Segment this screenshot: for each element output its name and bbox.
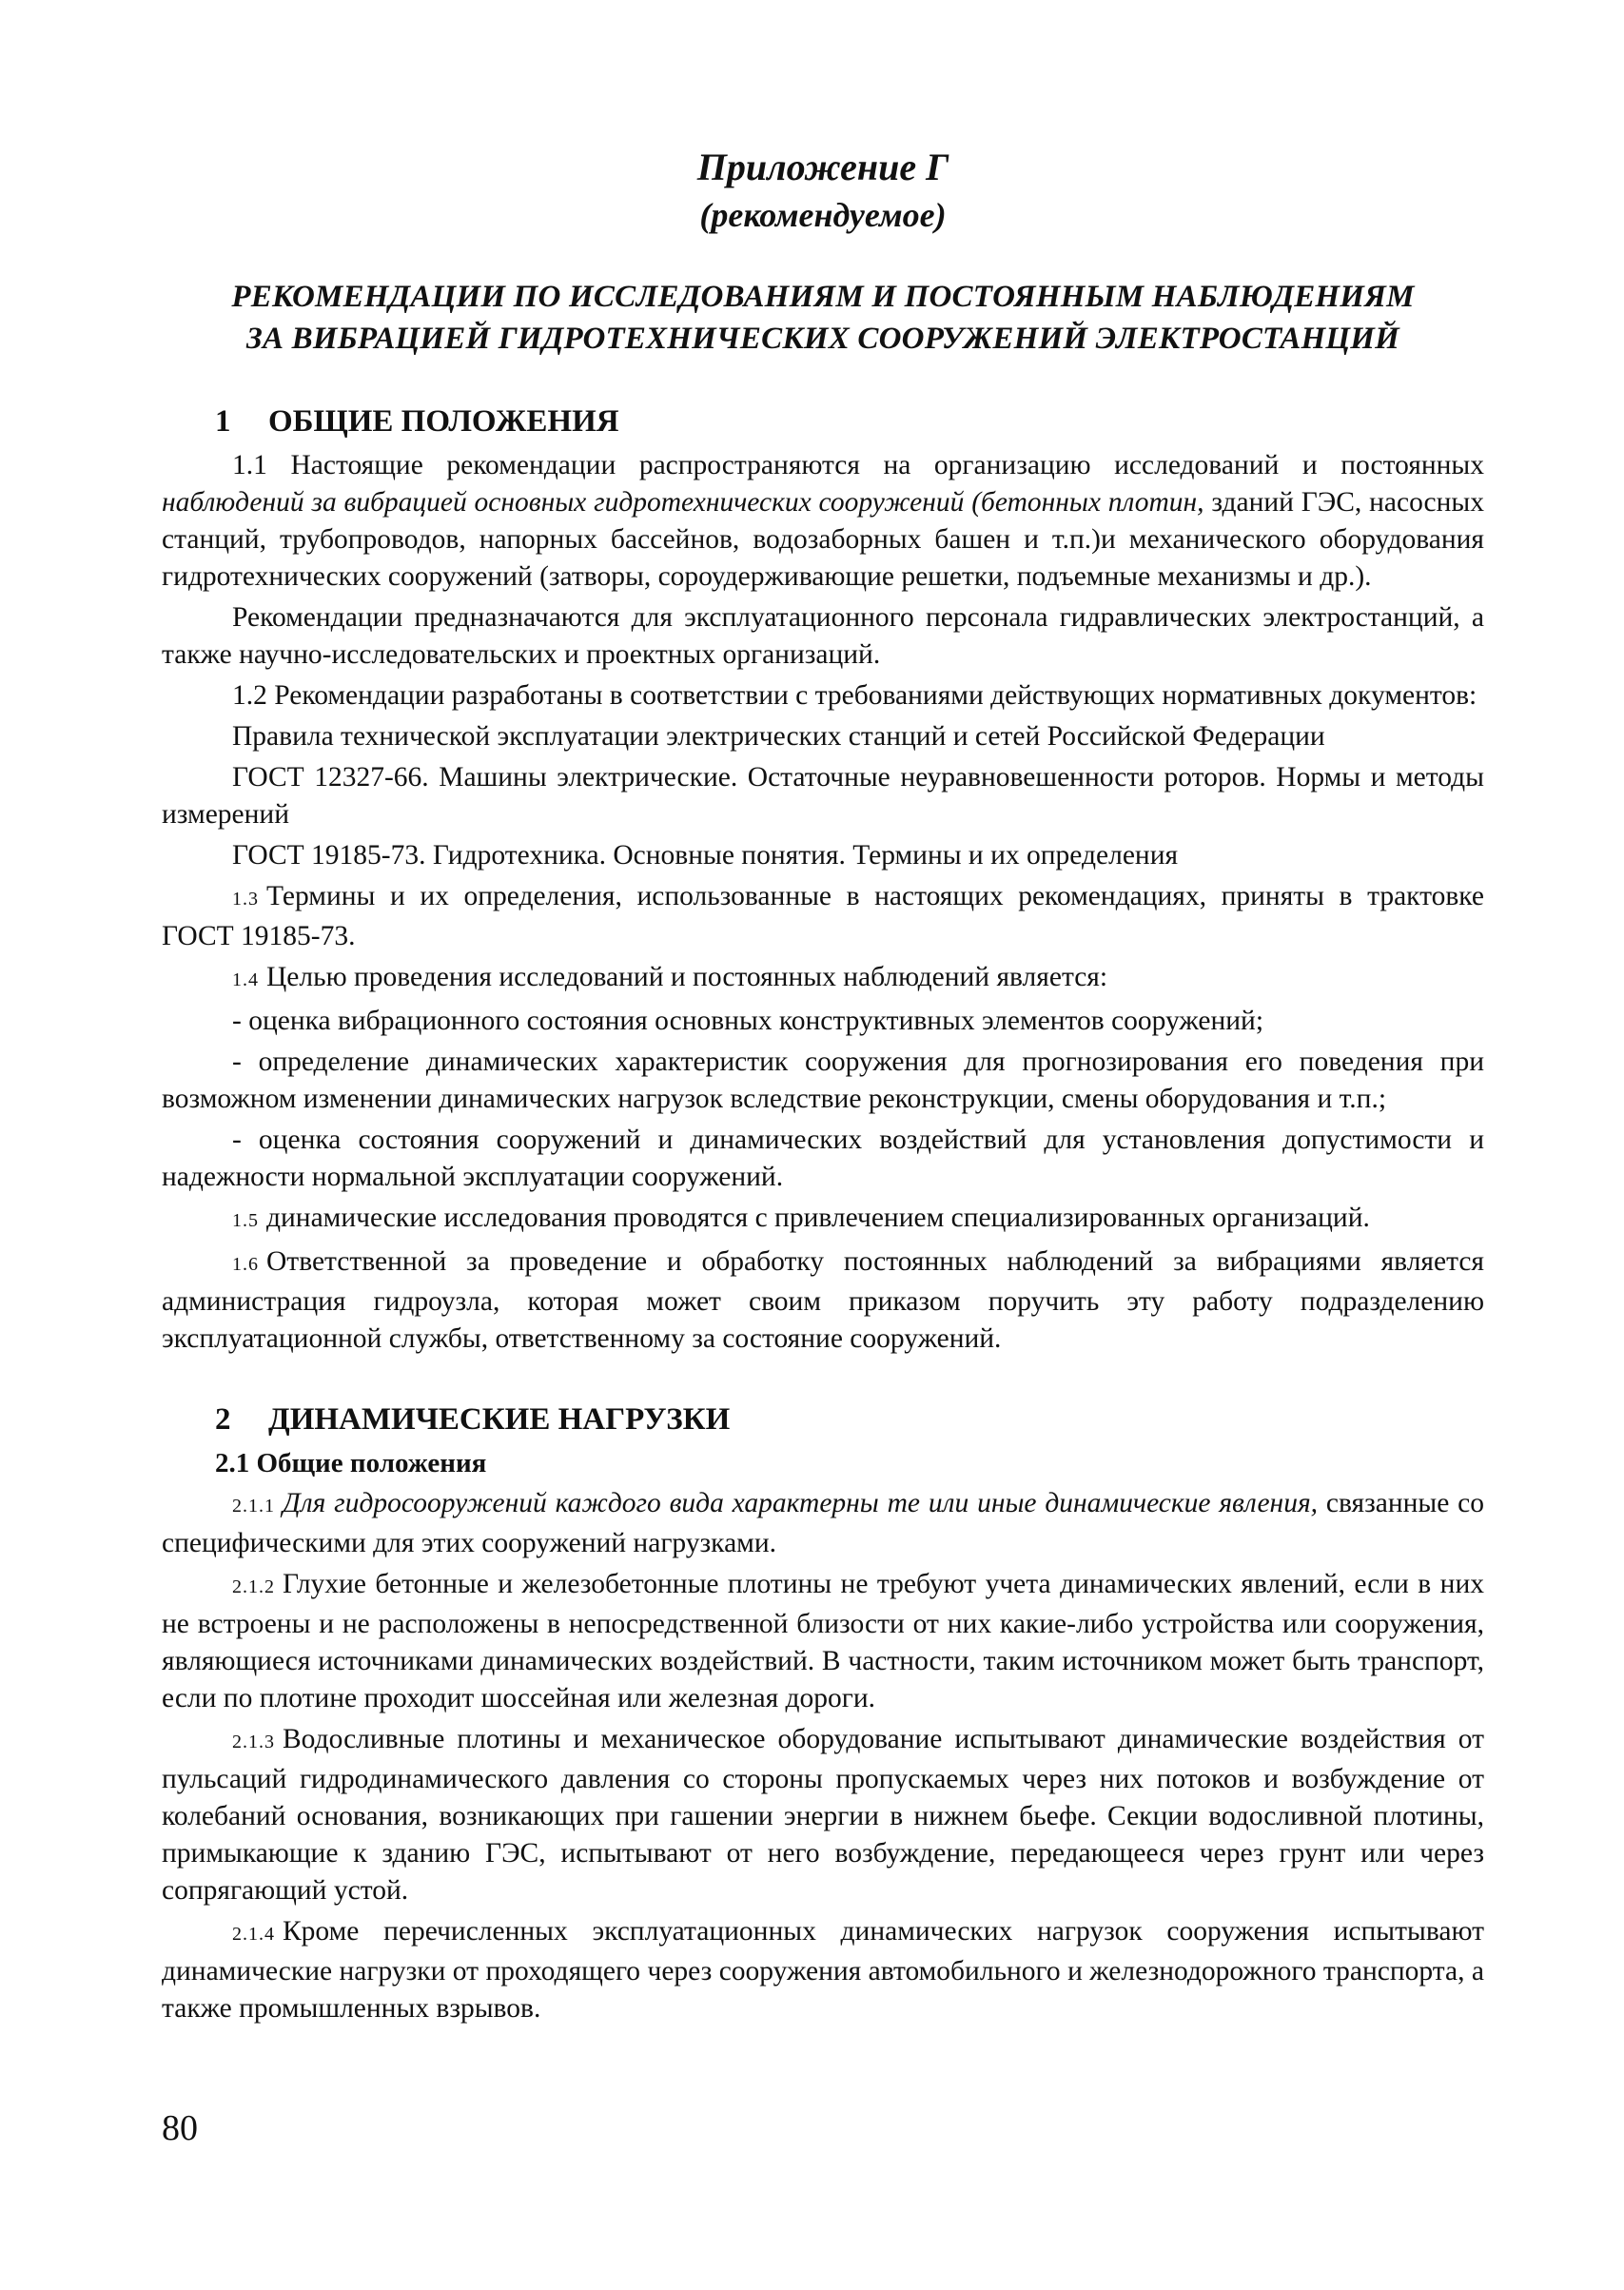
section-2-title: ДИНАМИЧЕСКИЕ НАГРУЗКИ <box>268 1402 731 1437</box>
reference-rules: Правила технической эксплуатации электрических станций и сетей Российской Федерации <box>232 721 1325 752</box>
document-title-line-1: РЕКОМЕНДАЦИИ ПО ИССЛЕДОВАНИЯМ И ПОСТОЯННЫМ НАБЛЮДЕНИЯМ <box>231 280 1415 314</box>
paragraph-1-1-text-b: зданий ГЭС, насосных станций, трубопроводов, напорных бассейнов, водозаборных башен и т.п.)и механического оборудования гидротехнических сооружений (затворы, сороудерживающие решетки, подъемные механизмы и др.). <box>162 487 1485 592</box>
paragraph-1-4-text: Целью проведения исследований и постоянных наблюдений является: <box>266 962 1108 992</box>
section-2-number: 2 <box>215 1402 231 1437</box>
subsection-2-1-heading: 2.1 Общие положения <box>215 1448 487 1478</box>
section-1-heading <box>162 401 1484 441</box>
paragraph-1-5-text: динамические исследования проводятся с привлечением специализированных организаций. <box>266 1203 1370 1233</box>
paragraph-1-6-number: 1.6 <box>232 1254 259 1275</box>
paragraph-1-5 <box>162 1200 1484 1240</box>
document-title-line-2: ЗА ВИБРАЦИЕЙ ГИДРОТЕХНИЧЕСКИХ СООРУЖЕНИЙ ЭЛЕКТРОСТАНЦИЙ <box>245 322 1400 356</box>
reference-gost-19185: ГОСТ 19185-73. Гидротехника. Основные понятия. Термины и их определения <box>232 840 1179 871</box>
page-number: 80 <box>162 2108 198 2148</box>
section-1-title: ОБЩИЕ ПОЛОЖЕНИЯ <box>268 404 619 439</box>
paragraph-1-1-italic: наблюдений за вибрацией основных гидротехнических сооружений (бетонных плотин, <box>162 487 1204 518</box>
paragraph-1-2-text: Рекомендации разработаны в соответствии с требованиями действующих нормативных документов: <box>274 680 1477 711</box>
section-2-heading <box>162 1399 1484 1439</box>
paragraph-1-4 <box>162 959 1484 999</box>
paragraph-1-1-text-a: Настоящие рекомендации распространяются на организацию исследований и постоянных <box>290 450 1484 480</box>
paragraph-2-1-4 <box>162 1913 1484 2027</box>
paragraph-1-4-number: 1.4 <box>232 969 259 990</box>
document-page <box>162 143 1484 2031</box>
section-1-number: 1 <box>215 404 231 439</box>
paragraph-2-1-3 <box>162 1721 1484 1909</box>
paragraph-1-1-number: 1.1 <box>232 450 267 480</box>
paragraph-1-1 <box>162 447 1484 596</box>
paragraph-1-2-number: 1.2 <box>232 680 267 711</box>
paragraph-1-6 <box>162 1243 1484 1358</box>
paragraph-2-1-1 <box>162 1485 1484 1562</box>
paragraph-2-1-1-number: 2.1.1 <box>232 1496 275 1517</box>
paragraph-purpose: Рекомендации предназначаются для эксплуатационного персонала гидравлических электростанций, а также научно-исследовательских и проектных организаций. <box>162 602 1484 670</box>
list-item-dynamic-characteristics: - определение динамических характеристик сооружения для прогнозирования его поведения при возможном изменении динамических нагрузок вследствие реконструкции, смены оборудования и т.п.; <box>162 1047 1484 1114</box>
paragraph-2-1-1-text: связанные со специфическими для этих сооружений нагрузками. <box>162 1488 1484 1558</box>
paragraph-1-2 <box>162 677 1484 714</box>
paragraph-2-1-4-text: Кроме перечисленных эксплуатационных динамических нагрузок сооружения испытывают динамические нагрузки от проходящего через сооружения автомобильного и железнодорожного транспорта, а также промышленных взрывов. <box>162 1916 1484 2024</box>
paragraph-2-1-3-number: 2.1.3 <box>232 1732 275 1752</box>
paragraph-2-1-4-number: 2.1.4 <box>232 1924 275 1945</box>
appendix-subtitle: (рекомендуемое) <box>699 196 947 234</box>
paragraph-1-6-text: Ответственной за проведение и обработку постоянных наблюдений за вибрациями является администрация гидроузла, которая может своим приказом поручить эту работу подразделению эксплуатационной службы, ответственному за состояние сооружений. <box>162 1246 1484 1354</box>
paragraph-1-5-number: 1.5 <box>232 1210 259 1231</box>
appendix-title: Приложение Г <box>696 146 949 188</box>
document-title <box>162 276 1484 360</box>
paragraph-2-1-1-italic: Для гидросооружений каждого вида характерны те или иные динамические явления, <box>283 1488 1319 1518</box>
paragraph-2-1-2-number: 2.1.2 <box>232 1576 275 1597</box>
paragraph-2-1-3-text: Водосливные плотины и механическое оборудование испытывают динамические воздействия от пульсаций гидродинамического давления со стороны пропускаемых через них потоков и возбуждение от колебаний основания, возникающих при гашении энергии в нижнем бьефе. Секции водосливной плотины, примыкающие к зданию ГЭС, испытывают от него возбуждение, передающееся через грунт или через сопрягающий устой. <box>162 1724 1484 1906</box>
paragraph-1-3-text: Термины и их определения, использованные в настоящих рекомендациях, приняты в трактовке ГОСТ 19185-73. <box>162 881 1484 951</box>
reference-gost-12327: ГОСТ 12327-66. Машины электрические. Остаточные неуравновешенности роторов. Нормы и методы измерений <box>162 762 1484 830</box>
paragraph-2-1-2-text: Глухие бетонные и железобетонные плотины не требуют учета динамических явлений, если в них не встроены и не расположены в непосредственной близости от них какие-либо устройства или сооружения, являющиеся источниками динамических воздействий. В частности, таким источником может быть транспорт, если по плотине проходит шоссейная или железная дороги. <box>162 1569 1484 1713</box>
list-item-vibration-state: - оценка вибрационного состояния основных конструктивных элементов сооружений; <box>232 1006 1264 1036</box>
paragraph-2-1-2 <box>162 1566 1484 1717</box>
list-item-state-assessment: - оценка состояния сооружений и динамических воздействий для установления допустимости и надежности нормальной эксплуатации сооружений. <box>162 1125 1484 1192</box>
paragraph-1-3-number: 1.3 <box>232 889 259 910</box>
paragraph-1-3 <box>162 878 1484 955</box>
